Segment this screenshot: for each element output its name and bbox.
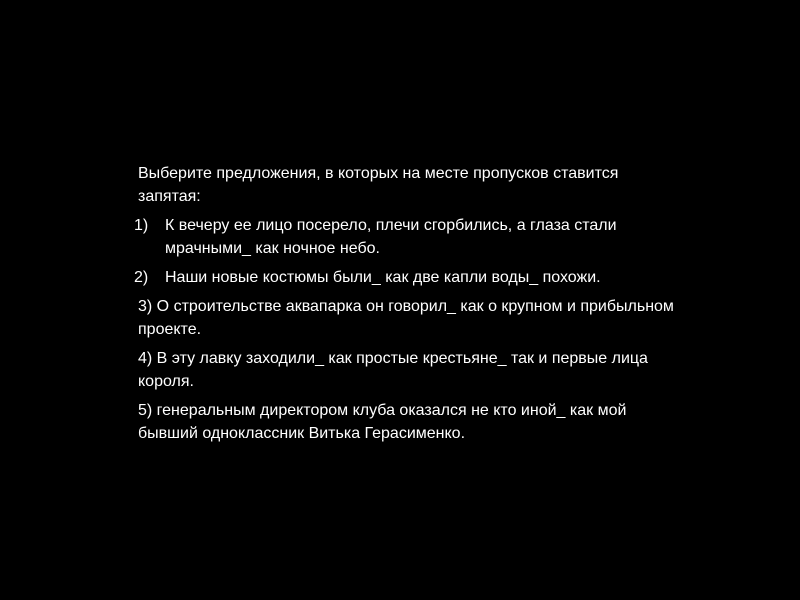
item-2-number: 2) bbox=[134, 269, 149, 286]
item-2-text: Наши новые костюмы были_ как две капли воды_ похожи. bbox=[165, 269, 601, 286]
task-intro: Выберите предложения, в которых на месте пропусков ставится запятая: bbox=[138, 165, 619, 205]
task-text-block bbox=[134, 162, 678, 451]
item-1-number: 1) bbox=[134, 217, 149, 234]
item-1 bbox=[134, 214, 678, 260]
item-1-text: К вечеру ее лицо посерело, плечи сгорбились, а глаза стали мрачными_ как ночное небо. bbox=[165, 217, 617, 257]
item-5: 5) генеральным директором клуба оказался не кто иной_ как мой бывший одноклассник Витька Герасименко. bbox=[138, 402, 627, 442]
item-3: 3) О строительстве аквапарка он говорил_ как о крупном и прибыльном проекте. bbox=[138, 298, 674, 338]
item-4: 4) В эту лавку заходили_ как простые крестьяне_ так и первые лица короля. bbox=[138, 350, 648, 390]
item-2 bbox=[134, 266, 678, 289]
